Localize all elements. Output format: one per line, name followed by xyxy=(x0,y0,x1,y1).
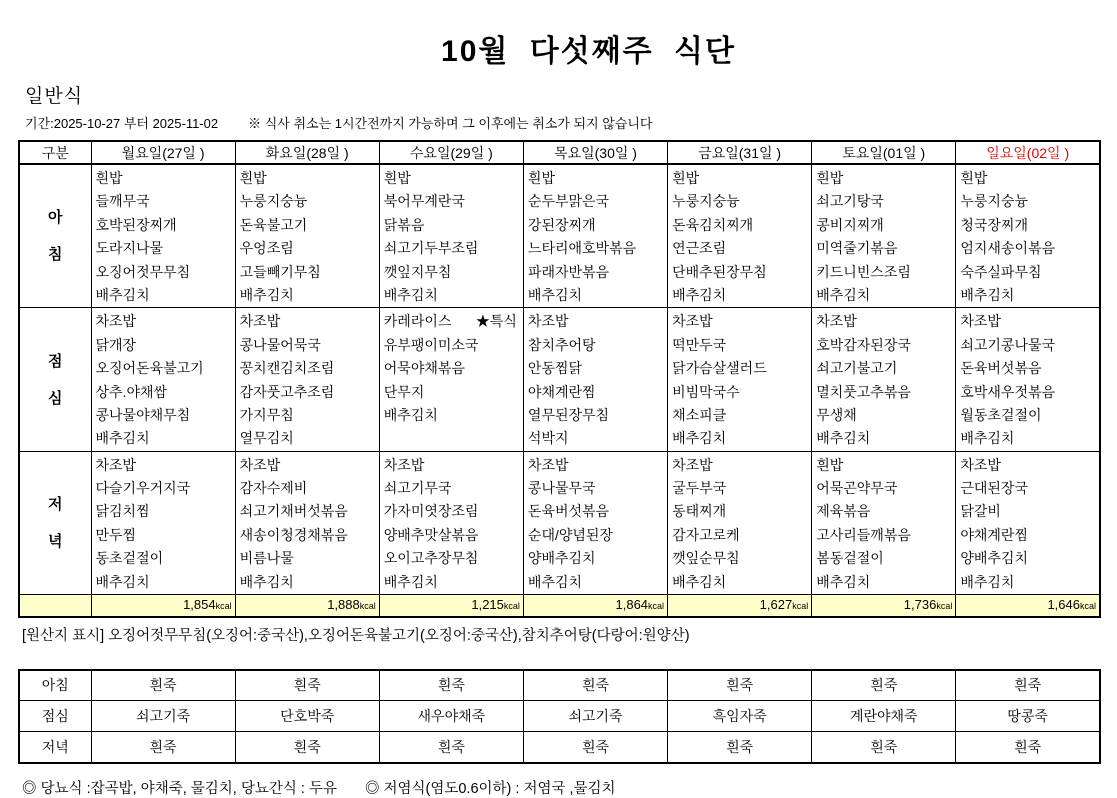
menu-cell xyxy=(523,308,667,451)
menu-item: 배추김치 xyxy=(383,573,438,590)
menu-item: 차조밥 xyxy=(527,456,569,473)
menu-item: 쇠고기두부조림 xyxy=(383,240,479,257)
menu-item: 차조밥 xyxy=(95,456,137,473)
menu-item: 콩나물야채무침 xyxy=(95,406,191,423)
porridge-cell: 흰죽 xyxy=(523,732,667,763)
menu-item: 쇠고기탕국 xyxy=(816,193,884,210)
day-header: 금요일(31일 ) xyxy=(668,141,812,164)
menu-item: 단무지 xyxy=(383,383,425,400)
day-header: 화요일(28일 ) xyxy=(235,141,379,164)
menu-item: 배추김치 xyxy=(383,406,438,423)
porridge-cell: 흰죽 xyxy=(91,732,235,763)
period-row xyxy=(25,113,1117,132)
origin-notice: [원산지 표시] 오징어젓무무침(오징어:중국산),오징어돈육불고기(오징어:중국산),참치추어탕(다랑어:원양산) xyxy=(22,627,690,644)
meal-row xyxy=(19,164,1100,308)
menu-item: 무생채 xyxy=(816,406,857,423)
porridge-cell: 땅콩죽 xyxy=(956,701,1100,732)
menu-item: 배추김치 xyxy=(383,286,438,303)
menu-item: 봄동겉절이 xyxy=(816,550,884,567)
porridge-table xyxy=(18,669,1101,764)
menu-item: 흰밥 xyxy=(95,170,123,186)
menu-cell xyxy=(91,451,235,594)
porridge-cell: 흰죽 xyxy=(523,670,667,701)
menu-item: 쇠고기무국 xyxy=(383,480,452,497)
menu-item: 순대/양념된장 xyxy=(527,526,613,543)
kcal-cell xyxy=(523,595,667,617)
menu-item: 깻잎지무침 xyxy=(383,263,452,280)
menu-cell xyxy=(956,164,1100,308)
menu-item: 키드니빈스조림 xyxy=(816,263,911,280)
menu-item: 양배추김치 xyxy=(527,550,596,567)
menu-cell xyxy=(812,451,956,594)
menu-cell xyxy=(668,451,812,594)
menu-item: 새송이청경채볶음 xyxy=(239,526,348,543)
menu-item: 강된장찌개 xyxy=(527,216,596,233)
menu-item: 쇠고기콩나물국 xyxy=(960,336,1056,353)
porridge-meal-label: 점심 xyxy=(19,701,91,732)
menu-item: 비빔막국수 xyxy=(672,383,740,400)
day-header: 일요일(02일 ) xyxy=(956,141,1100,164)
menu-item: 꽁치캔김치조림 xyxy=(239,360,335,377)
porridge-cell: 쇠고기죽 xyxy=(523,701,667,732)
meal-label-char: 점 xyxy=(48,352,63,370)
kcal-cell xyxy=(812,595,956,617)
porridge-cell: 흰죽 xyxy=(379,732,523,763)
footer-note xyxy=(22,777,1117,798)
menu-item: 멸치풋고추볶음 xyxy=(816,383,911,400)
menu-item: 돈육불고기 xyxy=(239,216,308,233)
menu-item: 차조밥 xyxy=(960,313,1001,330)
menu-item: 누룽지숭늉 xyxy=(239,193,308,210)
menu-item: 닭김치찜 xyxy=(95,503,150,520)
menu-item: 오징어돈육불고기 xyxy=(95,360,204,377)
menu-item: 쇠고기채버섯볶음 xyxy=(239,503,348,520)
menu-item: 쇠고기불고기 xyxy=(816,360,898,377)
porridge-cell: 새우야채죽 xyxy=(379,701,523,732)
diabetic-meal-note: ◎ 당뇨식 :잡곡밥, 야채죽, 물김치, 당뇨간식 : 두유 xyxy=(22,780,337,797)
porridge-meal-label: 아침 xyxy=(19,670,91,701)
menu-item: 단배추된장무침 xyxy=(672,263,767,280)
menu-item: 굴두부국 xyxy=(672,480,727,497)
porridge-cell: 흰죽 xyxy=(235,670,379,701)
menu-cell xyxy=(812,164,956,308)
kcal-unit: kcal xyxy=(648,601,665,612)
porridge-cell: 단호박죽 xyxy=(235,701,379,732)
menu-cell xyxy=(379,451,523,594)
menu-item: 만두찜 xyxy=(95,526,137,543)
kcal-cell xyxy=(91,595,235,617)
menu-item: 배추김치 xyxy=(816,286,871,303)
menu-item: 야채계란찜 xyxy=(527,383,596,400)
menu-item: 차조밥 xyxy=(527,313,569,330)
porridge-cell: 흰죽 xyxy=(91,670,235,701)
menu-item: 흰밥 xyxy=(239,170,267,186)
corner-header: 구분 xyxy=(19,141,91,164)
kcal-cell xyxy=(379,595,523,617)
menu-item: 흰밥 xyxy=(960,170,988,186)
menu-item: 오징어젓무무침 xyxy=(95,263,191,280)
menu-item: 돈육김치찌개 xyxy=(672,216,754,233)
menu-item: 차조밥 xyxy=(672,313,713,330)
kcal-unit: kcal xyxy=(792,601,809,612)
menu-cell xyxy=(523,451,667,594)
menu-cell xyxy=(812,308,956,451)
menu-item: 채소피클 xyxy=(672,406,727,423)
menu-item: 고들빼기무침 xyxy=(239,263,321,280)
menu-item: 닭가슴살샐러드 xyxy=(672,360,767,377)
menu-item: 차조밥 xyxy=(960,456,1001,473)
porridge-cell: 흰죽 xyxy=(956,732,1100,763)
menu-item: 배추김치 xyxy=(672,573,727,590)
menu-item: 콩나물어묵국 xyxy=(239,336,321,353)
kcal-cell xyxy=(668,595,812,617)
menu-item: 감자고로케 xyxy=(672,526,740,543)
menu-item: 배추김치 xyxy=(239,286,294,303)
menu-cell xyxy=(235,164,379,308)
menu-item: 순두부맑은국 xyxy=(527,193,610,210)
menu-item: 배추김치 xyxy=(239,573,294,590)
menu-item: 파래자반볶음 xyxy=(527,263,610,280)
kcal-unit: kcal xyxy=(359,601,376,612)
menu-item: 배추김치 xyxy=(527,573,583,590)
menu-item: 차조밥 xyxy=(239,313,281,330)
menu-item: 배추김치 xyxy=(816,430,871,447)
menu-item: 북어무계란국 xyxy=(383,193,465,210)
menu-item: 감자풋고추조림 xyxy=(239,383,335,400)
porridge-meal-label: 저녁 xyxy=(19,732,91,763)
kcal-value: 1,888 xyxy=(327,597,360,613)
menu-item: 배추김치 xyxy=(960,286,1015,303)
menu-item: 가자미엿장조림 xyxy=(383,503,479,520)
menu-item: 상추.야채쌈 xyxy=(95,383,168,400)
porridge-row xyxy=(19,701,1100,732)
porridge-cell: 흰죽 xyxy=(668,670,812,701)
kcal-unit: kcal xyxy=(1079,601,1096,612)
porridge-row xyxy=(19,670,1100,701)
menu-item: 고사리들깨볶음 xyxy=(816,526,911,543)
menu-item: 호박감자된장국 xyxy=(816,336,911,353)
menu-item: 석박지 xyxy=(527,430,569,447)
kcal-unit: kcal xyxy=(503,601,520,612)
menu-item: 닭개장 xyxy=(95,336,137,353)
menu-item: 배추김치 xyxy=(672,286,727,303)
menu-item: 양배추김치 xyxy=(960,550,1028,567)
kcal-value: 1,646 xyxy=(1047,597,1080,613)
menu-item: 배추김치 xyxy=(95,286,150,303)
day-header: 토요일(01일 ) xyxy=(812,141,956,164)
menu-item: 다슬기우거지국 xyxy=(95,480,191,497)
menu-item: 비름나물 xyxy=(239,550,294,567)
menu-item: 동초겉절이 xyxy=(95,550,164,567)
menu-item: 차조밥 xyxy=(816,313,857,330)
menu-item: 흰밥 xyxy=(672,170,700,186)
menu-item: 연근조림 xyxy=(672,240,727,257)
porridge-row xyxy=(19,732,1100,763)
menu-item: 야채계란찜 xyxy=(960,526,1028,543)
menu-item: 배추김치 xyxy=(672,430,727,447)
menu-item: 깻잎순무침 xyxy=(672,550,740,567)
day-header: 월요일(27일 ) xyxy=(91,141,235,164)
menu-item: 제육볶음 xyxy=(816,503,871,520)
menu-item: 어묵곤약무국 xyxy=(816,480,898,497)
menu-cell xyxy=(379,164,523,308)
menu-item: 흰밥 xyxy=(816,456,844,473)
menu-item: 엄지새송이볶음 xyxy=(960,240,1056,257)
menu-item: 배추김치 xyxy=(960,573,1015,590)
menu-item: 누룽지숭늉 xyxy=(672,193,740,210)
menu-item-text: 카레라이스 xyxy=(383,313,452,330)
meal-label-char: 저 xyxy=(48,495,63,513)
porridge-cell: 흰죽 xyxy=(668,732,812,763)
menu-item: 청국장찌개 xyxy=(960,216,1028,233)
menu-item: 배추김치 xyxy=(527,286,583,303)
porridge-cell: 흰죽 xyxy=(235,732,379,763)
meal-row xyxy=(19,308,1100,451)
porridge-cell: 흰죽 xyxy=(956,670,1100,701)
menu-item: 배추김치 xyxy=(95,430,150,447)
menu-cell xyxy=(91,308,235,451)
porridge-cell: 흑임자죽 xyxy=(668,701,812,732)
period-text: 기간:2025-10-27 부터 2025-11-02 xyxy=(25,116,219,131)
menu-item: 유부팽이미소국 xyxy=(383,336,479,353)
menu-item: 월동초겉절이 xyxy=(960,406,1042,423)
cancel-notice: ※ 식사 취소는 1시간전까지 가능하며 그 이후에는 취소가 되지 않습니다 xyxy=(248,116,653,131)
meal-label-char: 심 xyxy=(48,389,63,407)
menu-item: 차조밥 xyxy=(95,313,137,330)
kcal-row-corner xyxy=(19,595,91,617)
meal-label xyxy=(19,164,91,308)
menu-item: 배추김치 xyxy=(95,573,150,590)
menu-item: 흰밥 xyxy=(383,170,411,186)
menu-item: 어묵야채볶음 xyxy=(383,360,465,377)
porridge-cell: 쇠고기죽 xyxy=(91,701,235,732)
meal-label xyxy=(19,451,91,594)
kcal-value: 1,215 xyxy=(471,597,504,613)
menu-item: 차조밥 xyxy=(672,456,713,473)
menu-cell xyxy=(523,164,667,308)
menu-item: 배추김치 xyxy=(960,430,1015,447)
meal-label-char: 녁 xyxy=(48,532,63,550)
menu-cell xyxy=(956,308,1100,451)
menu-item: 흰밥 xyxy=(527,170,555,186)
kcal-unit: kcal xyxy=(936,601,953,612)
menu-item: 느타리애호박볶음 xyxy=(527,240,637,257)
day-header: 수요일(29일 ) xyxy=(379,141,523,164)
menu-item: 호박된장찌개 xyxy=(95,216,177,233)
meal-row xyxy=(19,451,1100,594)
kcal-value: 1,736 xyxy=(903,597,937,613)
menu-item: 숙주실파무침 xyxy=(960,263,1042,280)
menu-item: 양배추맛살볶음 xyxy=(383,526,479,543)
kcal-row xyxy=(19,595,1100,617)
menu-item: 배추김치 xyxy=(816,573,871,590)
menu-item: 호박새우젓볶음 xyxy=(960,383,1056,400)
menu-item: 차조밥 xyxy=(239,456,281,473)
menu-cell xyxy=(668,308,812,451)
menu-item: 안동찜닭 xyxy=(527,360,583,377)
menu-item: 미역줄기볶음 xyxy=(816,240,898,257)
menu-item: 감자수제비 xyxy=(239,480,308,497)
menu-item: 콩비지찌개 xyxy=(816,216,884,233)
porridge-cell: 흰죽 xyxy=(812,732,956,763)
menu-cell xyxy=(668,164,812,308)
kcal-cell xyxy=(235,595,379,617)
menu-item: 흰밥 xyxy=(816,170,844,186)
low-salt-meal-note: ◎ 저염식(염도0.6이하) : 저염국 ,물김치 xyxy=(364,780,616,797)
menu-item: 누룽지숭늉 xyxy=(960,193,1028,210)
menu-cell xyxy=(235,451,379,594)
day-header: 목요일(30일 ) xyxy=(523,141,667,164)
kcal-value: 1,854 xyxy=(183,597,216,613)
menu-cell xyxy=(91,164,235,308)
menu-item: 동태찌개 xyxy=(672,503,727,520)
menu-item: 참치추어탕 xyxy=(527,336,596,353)
kcal-cell xyxy=(956,595,1100,617)
meal-label-char: 침 xyxy=(48,246,63,264)
kcal-unit: kcal xyxy=(215,601,232,612)
menu-item: 닭갈비 xyxy=(960,503,1001,520)
menu-cell xyxy=(379,308,523,451)
kcal-value: 1,864 xyxy=(615,597,649,613)
menu-item: 돈육버섯볶음 xyxy=(527,503,610,520)
page-title: 10월 다섯째주 식단 xyxy=(441,35,736,68)
menu-item xyxy=(384,310,519,333)
menu-item: 닭볶음 xyxy=(383,216,425,233)
meal-label xyxy=(19,308,91,451)
weekly-menu-table xyxy=(18,140,1101,618)
menu-item: 돈육버섯볶음 xyxy=(960,360,1042,377)
porridge-cell: 흰죽 xyxy=(379,670,523,701)
meal-label-char: 아 xyxy=(48,209,63,227)
menu-item: 열무된장무침 xyxy=(527,406,610,423)
menu-item: 근대된장국 xyxy=(960,480,1028,497)
porridge-cell: 계란야채죽 xyxy=(812,701,956,732)
menu-item: 콩나물무국 xyxy=(527,480,596,497)
special-meal-mark: ★특식 xyxy=(475,313,517,330)
kcal-value: 1,627 xyxy=(759,597,793,613)
menu-item: 우엉조림 xyxy=(239,240,294,257)
menu-item: 떡만두국 xyxy=(672,336,727,353)
menu-item: 차조밥 xyxy=(383,456,425,473)
day-header-row xyxy=(19,141,1100,164)
menu-item: 도라지나물 xyxy=(95,240,164,257)
meal-type-heading: 일반식 xyxy=(25,86,84,107)
menu-item: 열무김치 xyxy=(239,430,294,447)
menu-item: 오이고추장무침 xyxy=(383,550,479,567)
menu-cell xyxy=(235,308,379,451)
menu-cell xyxy=(956,451,1100,594)
menu-item: 가지무침 xyxy=(239,406,294,423)
porridge-cell: 흰죽 xyxy=(812,670,956,701)
menu-item: 들깨무국 xyxy=(95,193,150,210)
